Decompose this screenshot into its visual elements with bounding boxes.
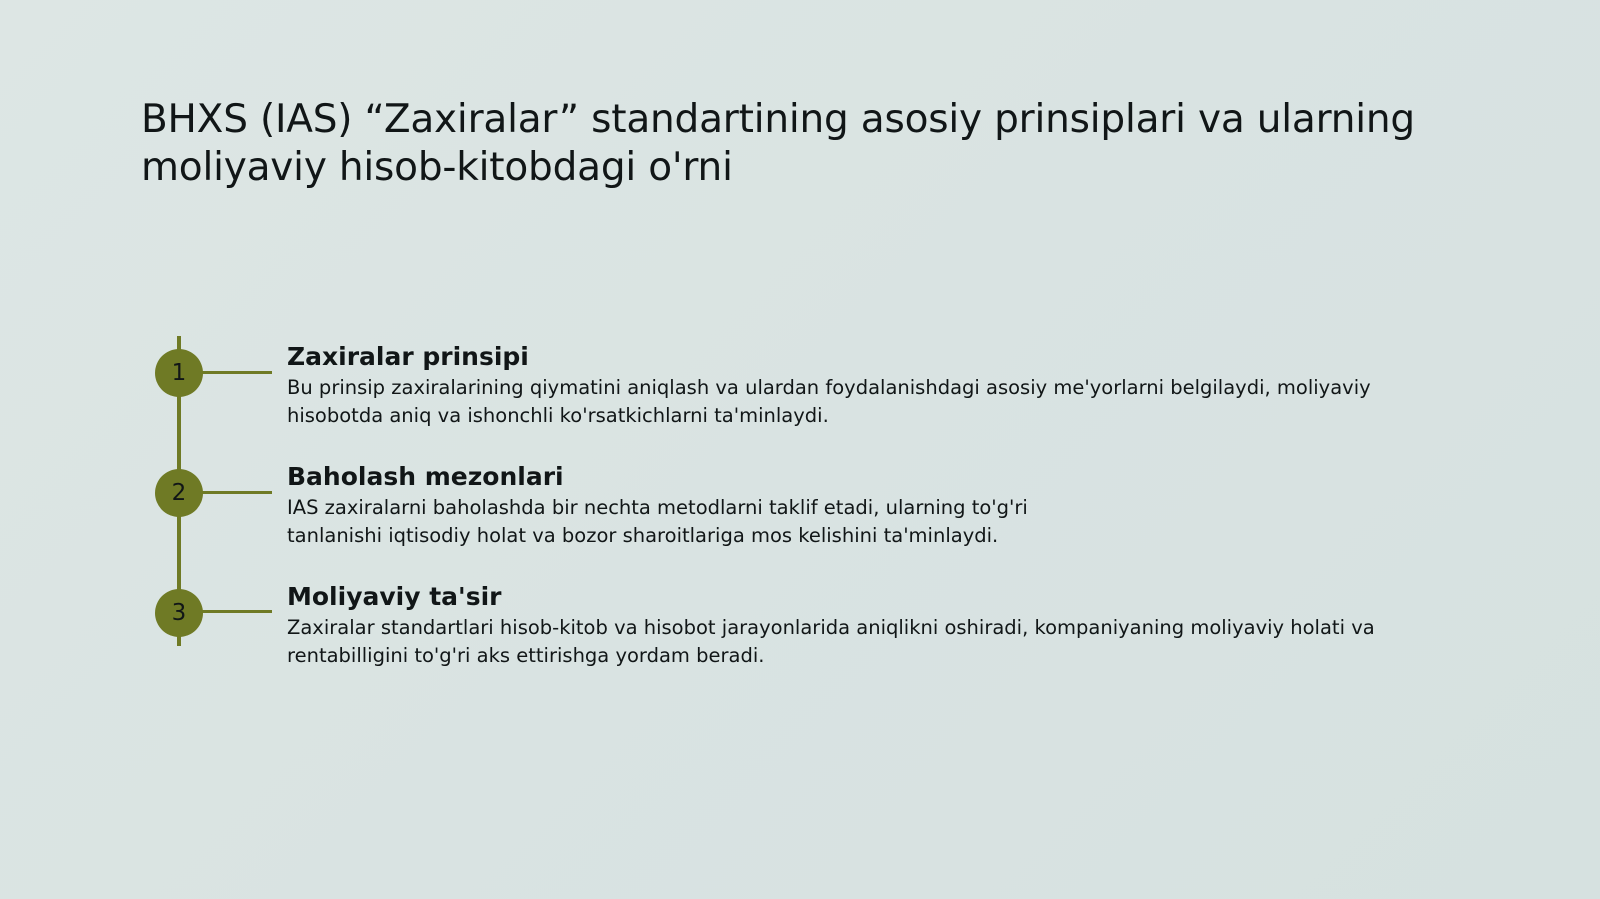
step-2-item: [287, 461, 1417, 550]
step-2-title: Baholash mezonlari: [287, 462, 564, 491]
step-2-connector: [199, 491, 272, 494]
step-2-number-badge: 2: [155, 469, 203, 517]
step-1-item: [287, 341, 1417, 430]
step-3-number-badge: 3: [155, 589, 203, 637]
step-3-description: Zaxiralar standartlari hisob-kitob va hisobot jarayonlarida aniqlikni oshiradi, kompaniyaning moliyaviy holati va rentabilligini to'g'ri aks ettirishga yordam beradi.: [287, 616, 1375, 667]
step-2-description: IAS zaxiralarni baholashda bir nechta metodlarni taklif etadi, ularning to'g'ri tanlanishi iqtisodiy holat va bozor sharoitlariga mos kelishini ta'minlaydi.: [287, 496, 1028, 547]
step-1-connector: [199, 371, 272, 374]
step-1-title: Zaxiralar prinsipi: [287, 342, 529, 371]
step-3-title: Moliyaviy ta'sir: [287, 582, 502, 611]
step-1-number-badge: 1: [155, 349, 203, 397]
step-3-item: [287, 581, 1417, 670]
slide-title: BHXS (IAS) “Zaxiralar” standartining asosiy prinsiplari va ularning moliyaviy hisob-kitobdagi o'rni: [141, 97, 1415, 190]
step-1-description: Bu prinsip zaxiralarining qiymatini aniqlash va ulardan foydalanishdagi asosiy me'yorlarni belgilaydi, moliyaviy hisobotda aniq va ishonchli ko'rsatkichlarni ta'minlaydi.: [287, 376, 1371, 427]
step-3-connector: [199, 610, 272, 613]
